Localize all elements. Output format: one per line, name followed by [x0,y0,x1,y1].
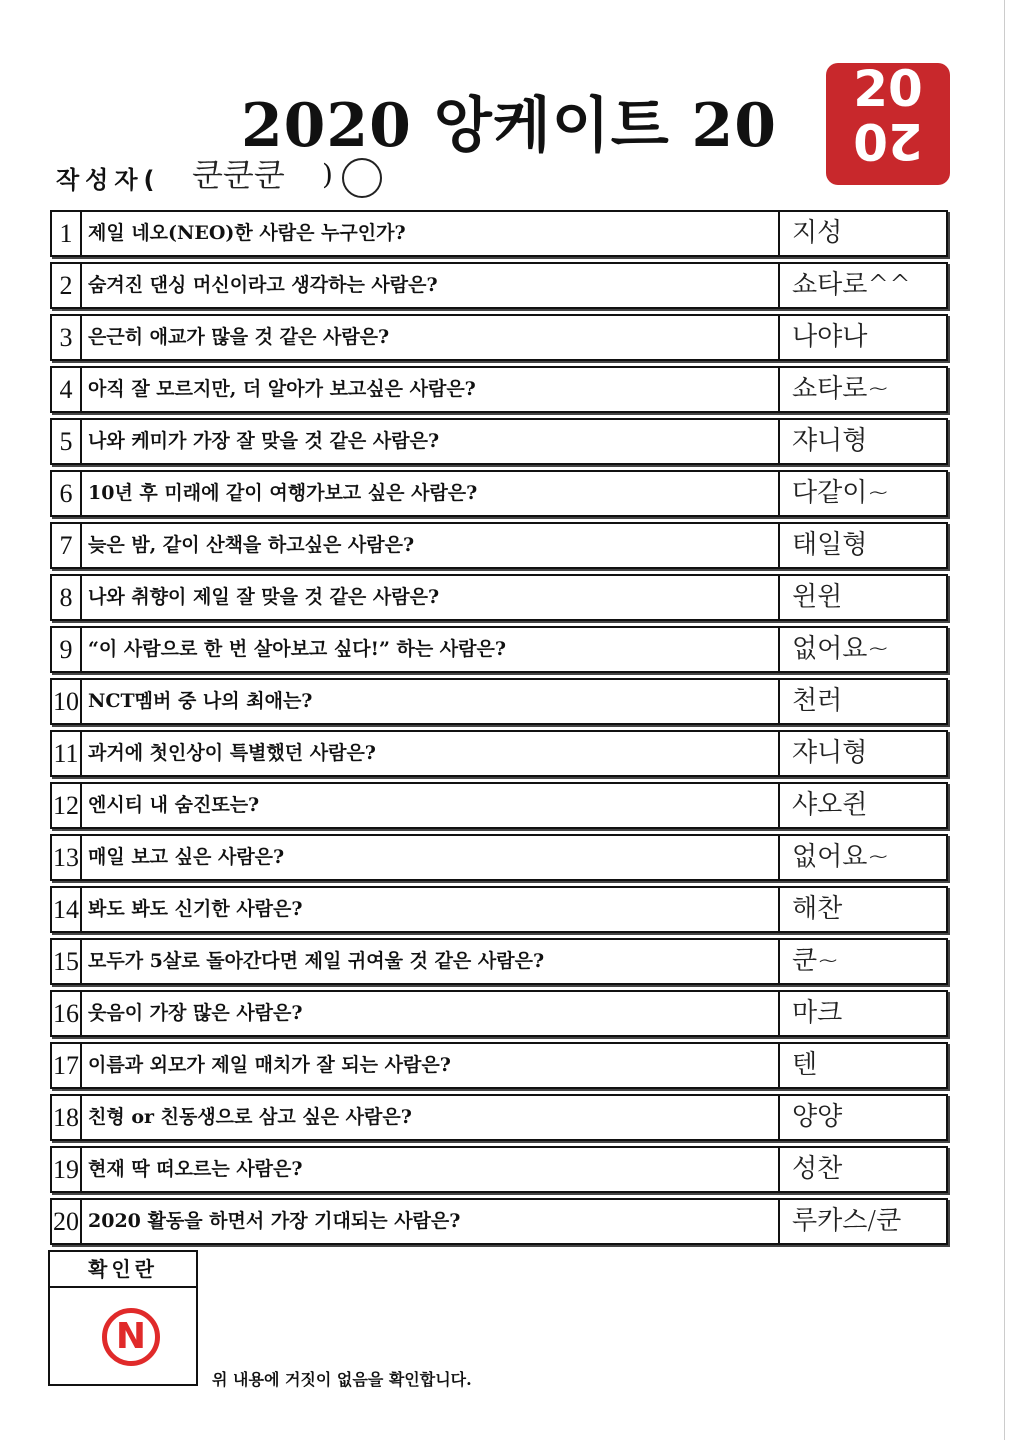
question-row [50,834,948,881]
answer-field[interactable]: 다같이~ [792,478,890,508]
answer-field[interactable]: 쟈니형 [792,738,868,768]
question-number: 14 [52,888,82,931]
question-text: 늦은 밤, 같이 산책을 하고싶은 사람은? [82,524,780,567]
question-number: 18 [52,1096,82,1139]
answer-field[interactable]: 나야나 [792,322,868,352]
question-number: 4 [52,368,82,411]
question-number: 8 [52,576,82,619]
question-number: 6 [52,472,82,515]
answer-field[interactable]: 쇼타로^^ [792,270,911,300]
question-text: 숨겨진 댄싱 머신이라고 생각하는 사람은? [82,264,780,307]
author-label: 작성자( [56,166,161,194]
answer-field[interactable]: 해찬 [792,894,843,924]
question-text: 매일 보고 싶은 사람은? [82,836,780,879]
question-number: 19 [52,1148,82,1191]
question-text: NCT멤버 중 나의 최애는? [82,680,780,723]
question-number: 2 [52,264,82,307]
question-text: 나와 취향이 제일 잘 맞을 것 같은 사람은? [82,576,780,619]
question-number: 17 [52,1044,82,1087]
question-number: 9 [52,628,82,671]
question-text: 10년 후 미래에 같이 여행가보고 싶은 사람은? [82,472,780,515]
question-text: 현재 딱 떠오르는 사람은? [82,1148,780,1191]
question-number: 16 [52,992,82,1035]
answer-field[interactable]: 쇼타로~ [792,374,890,404]
question-row [50,938,948,985]
question-number: 11 [52,732,82,775]
answer-field[interactable]: 양양 [792,1102,843,1132]
question-row [50,1198,948,1245]
question-row [50,626,948,673]
question-row [50,1094,948,1141]
question-number: 10 [52,680,82,723]
answer-field[interactable]: 지성 [792,218,843,248]
question-row [50,1042,948,1089]
logo-text-bottom: 20 [853,112,923,170]
question-number: 13 [52,836,82,879]
answer-field[interactable]: 천러 [792,686,843,716]
question-text: “이 사람으로 한 번 살아보고 싶다!” 하는 사람은? [82,628,780,671]
answer-field[interactable]: 루카스/쿤 [792,1206,902,1236]
n-stamp-icon: N [102,1308,160,1366]
answer-field[interactable]: 없어요~ [792,634,890,664]
confirm-box [48,1250,198,1386]
question-row [50,574,948,621]
question-number: 20 [52,1200,82,1243]
question-text: 이름과 외모가 제일 매치가 잘 되는 사람은? [82,1044,780,1087]
question-row [50,522,948,569]
question-row [50,782,948,829]
question-text: 봐도 봐도 신기한 사람은? [82,888,780,931]
question-text: 과거에 첫인상이 특별했던 사람은? [82,732,780,775]
question-text: 친형 or 친동생으로 삼고 싶은 사람은? [82,1096,780,1139]
author-close-paren: ) [322,158,333,191]
question-number: 1 [52,212,82,255]
question-row [50,366,948,413]
answer-field[interactable]: 샤오쥔 [792,790,868,820]
question-text: 제일 네오(NEO)한 사람은 누구인가? [82,212,780,255]
page-title: 2020 앙케이트 20 [240,91,778,161]
question-text: 모두가 5살로 돌아간다면 제일 귀여울 것 같은 사람은? [82,940,780,983]
logo-2020 [826,63,950,185]
question-number: 15 [52,940,82,983]
question-row [50,730,948,777]
confirm-label: 확인란 [50,1252,196,1288]
question-table [50,210,948,1250]
question-row [50,678,948,725]
answer-field[interactable]: 태일형 [792,530,868,560]
confirm-statement: 위 내용에 거짓이 없음을 확인합니다. [212,1370,472,1389]
answer-field[interactable]: 윈윈 [792,582,843,612]
question-row [50,262,948,309]
question-row [50,886,948,933]
answer-field[interactable]: 쟈니형 [792,426,868,456]
question-row [50,210,948,257]
question-number: 12 [52,784,82,827]
answer-field[interactable]: 없어요~ [792,842,890,872]
question-row [50,1146,948,1193]
answer-field[interactable]: 마크 [792,998,843,1028]
question-text: 웃음이 가장 많은 사람은? [82,992,780,1035]
question-row [50,418,948,465]
question-text: 2020 활동을 하면서 가장 기대되는 사람은? [82,1200,780,1243]
logo-text-top: 20 [853,63,923,118]
answer-field[interactable]: 쿤~ [792,946,839,976]
question-row [50,470,948,517]
question-text: 나와 케미가 가장 잘 맞을 것 같은 사람은? [82,420,780,463]
question-text: 은근히 애교가 많을 것 같은 사람은? [82,316,780,359]
question-number: 7 [52,524,82,567]
answer-field[interactable]: 성찬 [792,1154,843,1184]
question-number: 5 [52,420,82,463]
page-edge [1004,0,1005,1440]
face-doodle-icon [342,158,382,198]
author-value: 쿤쿤쿤 [192,156,285,194]
question-text: 엔시티 내 숨진또는? [82,784,780,827]
answer-field[interactable]: 텐 [792,1050,818,1080]
question-row [50,314,948,361]
question-number: 3 [52,316,82,359]
question-text: 아직 잘 모르지만, 더 알아가 보고싶은 사람은? [82,368,780,411]
question-row [50,990,948,1037]
